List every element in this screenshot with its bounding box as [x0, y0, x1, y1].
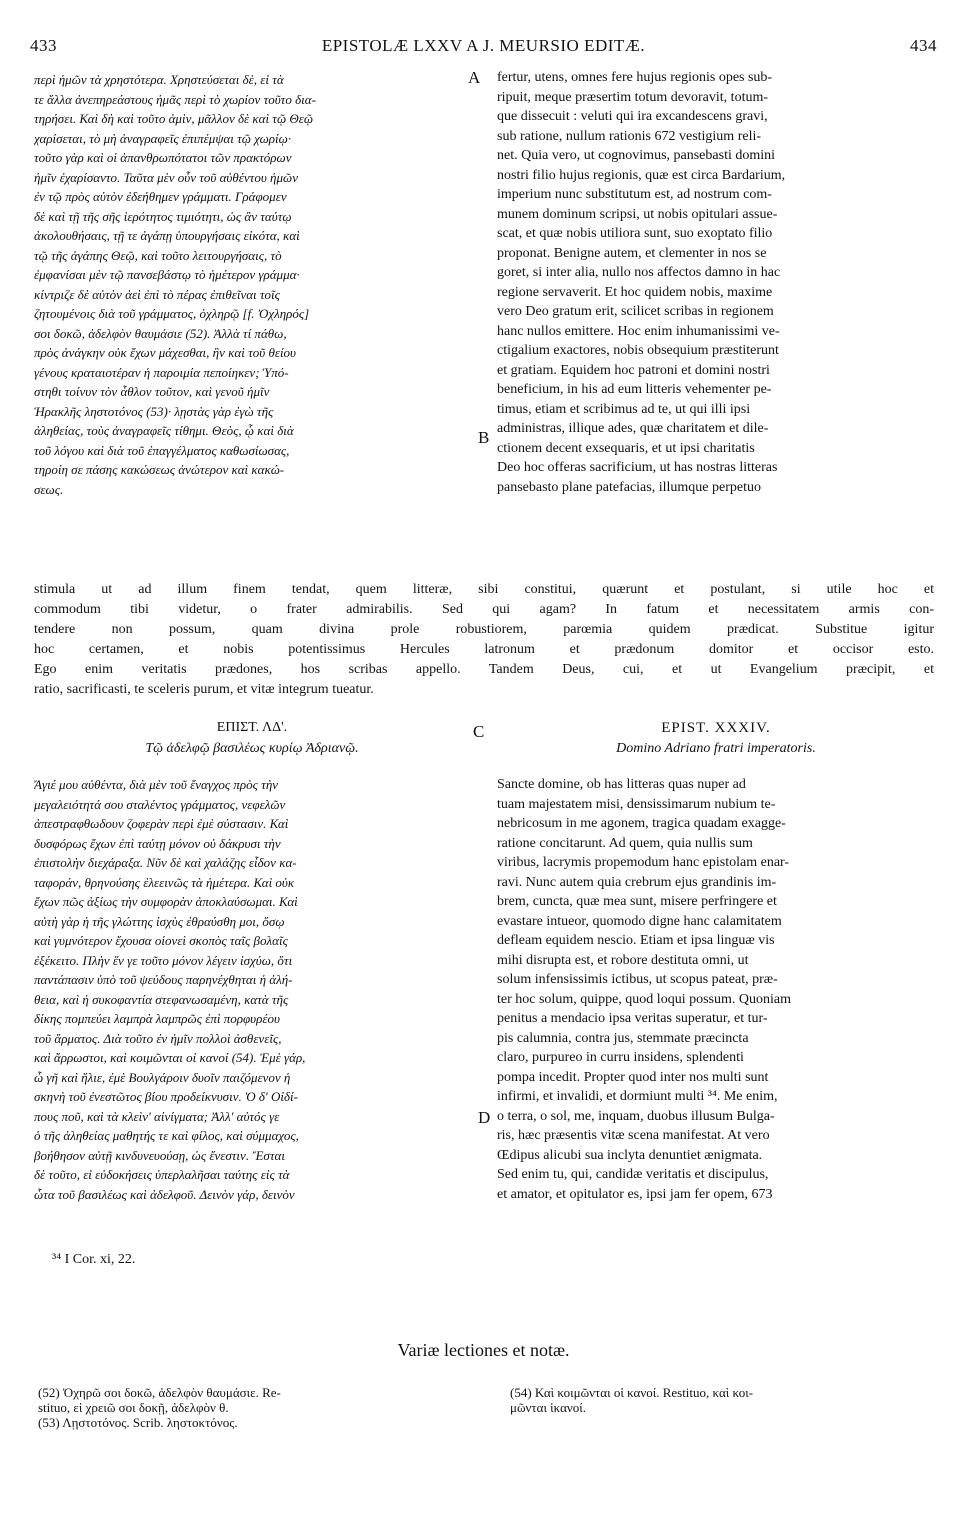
- latin-text-line: proponat. Benigne autem, et clementer in nos se: [497, 245, 767, 261]
- greek-text-line: τοῦτο γὰρ καὶ οἱ ἀπανθρωπότατοι τῶν πρακτόρων: [34, 150, 292, 165]
- greek-text-line: περὶ ἡμῶν τὰ χρηστότερα. Χρηστεύσεται δὲ, εἰ τὰ: [34, 72, 284, 87]
- greek-text-line: τε ἄλλα ἀνεπηρεάστους ἡμᾶς περὶ τὸ χωρίον τοῦτο δια-: [34, 91, 316, 107]
- latin-text-line: fertur, utens, omnes fere hujus regionis opes sub-: [497, 70, 773, 85]
- greek-text-line: ὦτα τοῦ βασιλέως καὶ ἀδελφοῦ. Δεινὸν γάρ, δεινὸν: [34, 1186, 295, 1202]
- greek-text-line: γένους κραταιοτέραν ἡ παροιμία πεποίηκεν; Ὑπό-: [34, 364, 289, 380]
- latin-text-line: pis calumnia, contra jus, stemmate præcincta: [497, 1030, 749, 1046]
- greek-column-bottom: [34, 775, 470, 1204]
- latin-text-line: sub ratione, nullum rationis 672 vestigium reli-: [497, 128, 762, 144]
- greek-text-line: ἐπιστολὴν διεχάραξα. Νῦν δὲ καὶ χαλάζης εἶδον κα-: [34, 855, 297, 870]
- latin-text-line: solum infensissimis ictibus, ut scopus pateat, præ-: [497, 972, 778, 987]
- latin-text-line: nebricosum in me agonem, tragica quadam exagge-: [497, 816, 786, 831]
- latin-text-line: penitus a mendacio ipsa veritas superatur, et tur-: [497, 1011, 768, 1026]
- greek-text-line: δίκης πομπεύει λαμπρὰ λαμπρῶς ἐπὶ πορφυρέου: [34, 1011, 280, 1026]
- latin-text-line: administras, illique ades, quæ charitatem et dile-: [497, 421, 769, 436]
- latin-text-line: infirmi, et invalidi, et dormiunt multi ³⁴. Me enim,: [497, 1089, 778, 1104]
- greek-text-line: ἐξέκειτο. Πλὴν ἕν γε τοῦτο μόνον λέγειν ἰσχύω, ὅτι: [34, 952, 293, 968]
- greek-epistle-title: ΕΠΙΣΤ. ΛΔ'.: [216, 720, 288, 735]
- note-line: (53) Λῃστοτόνος. Scrib. ληστοκτόνος.: [38, 1415, 238, 1430]
- full-width-text-line: stimula ut ad illum finem tendat, quem litteræ, sibi constitui, quærunt et postulant, si utile hoc et: [34, 582, 934, 597]
- greek-text-line: πους ποῦ, καὶ τὰ κλεὶν' αἰνίγματα; Ἀλλ' αὐτός γε: [34, 1108, 280, 1124]
- greek-text-line: ἀληθείας, τοὺς ἀναγραφεῖς τίθημι. Θεὸς, ᾧ καὶ διὰ: [34, 423, 294, 438]
- greek-text-line: τηροίη σε πάσης κακώσεως ἀνώτερον καὶ κακώ-: [34, 462, 285, 477]
- latin-text-line: ctionem decent exsequaris, et ut ipsi charitatis: [497, 440, 755, 456]
- margin-marker-c: C: [473, 722, 485, 741]
- latin-text-line: timus, etiam et scribimus ad te, ut qui illi ipsi: [497, 401, 751, 417]
- latin-text-line: net. Quia vero, ut cognovimus, pansebasti domini: [497, 148, 776, 163]
- greek-text-line: χαρίσεται, τὸ μὴ ἀναγραφεῖς ἐπιπέμψαι τῷ χωρίῳ·: [34, 130, 292, 146]
- greek-text-line: δυσφόρως ἔχων ἐπὶ ταύτῃ μόνον οὐ δάκρυσι τὴν: [34, 835, 281, 851]
- greek-text-line: καὶ γυμνότερον ἔχουσα οἱονεὶ σκοπὸς ταῖς βολαῖς: [34, 933, 288, 948]
- greek-text-line: ἀκολουθήσαις, τῇ τε ἀγάπῃ ὑπουργήσαις εἰκότα, καὶ: [34, 228, 300, 243]
- greek-text-line: τοῦ λόγου καὶ διὰ τοῦ ἐπαγγέλματος καθωσίωσας,: [34, 442, 290, 458]
- latin-text-line: evastare intueor, quomodo digne hanc calamitatem: [497, 913, 782, 929]
- greek-text-line: σεως.: [34, 481, 64, 497]
- greek-text-line: ἐν τῷ πρὸς αὐτὸν ἐδεήθημεν γράμματι. Γράφομεν: [34, 189, 287, 204]
- latin-text-line: tuam majestatem misi, densissimarum nubium te-: [497, 796, 776, 812]
- latin-column-bottom: [497, 775, 935, 1204]
- latin-text-line: vero Deo gratum erit, scilicet scribas in regionem: [497, 304, 774, 319]
- page-number-left: 433: [30, 36, 57, 55]
- greek-text-line: δὲ τοῦτο, εἰ εὐδοκήσεις ὑπερλαλῆσαι ταύτης εἰς τὰ: [34, 1167, 290, 1182]
- full-width-text-line: Ego enim veritatis prædones, hos scribas appello. Tandem Deus, cui, et ut Evangelium præcipit, et: [34, 662, 934, 677]
- full-width-latin-text: [34, 580, 934, 700]
- margin-marker-b: B: [478, 428, 490, 447]
- latin-text-line: pompa incedit. Propter quod inter nos multi sunt: [497, 1069, 769, 1085]
- latin-text-line: et amator, et opitulator es, ipsi jam fer opem, 673: [497, 1186, 773, 1202]
- greek-text-line: Ἡρακλῆς ληστοτόνος (53)· λῃστὰς γὰρ ἐγὼ τῆς: [34, 403, 274, 419]
- note-line: (54) Καὶ κοιμῶνται οἱ κανοί. Restituo, καὶ κοι-: [510, 1385, 754, 1400]
- latin-epistle-title: EPIST. XXXIV.: [661, 720, 771, 736]
- latin-text-line: viribus, lacrymis propemodum hanc epistolam enar-: [497, 855, 790, 870]
- latin-epistle-heading: [497, 720, 935, 757]
- greek-text-line: ἀπεστραφθωδουν ζοφερὰν περὶ ἐμὲ σύστασιν. Καὶ: [34, 816, 289, 831]
- latin-text-line: mihi disrupta est, et robore destituta omni, ut: [497, 952, 749, 968]
- latin-text-line: goret, si inter alia, nullo nos affectos damno in hac: [497, 265, 781, 280]
- latin-text-line: regione servaverit. Et hoc quidem nobis, maxime: [497, 284, 773, 300]
- greek-text-line: ἐμφανίσαι μὲν τῷ πανσεβάστῳ τὸ ἡμέτερον γράμμα·: [34, 267, 300, 282]
- running-title: EPISTOLÆ LXXV A J. MEURSIO EDITÆ.: [321, 36, 646, 55]
- greek-text-line: τηρήσει. Καὶ δὴ καὶ τοῦτο ἀμὶν, μᾶλλον δὲ καὶ τῷ Θεῷ: [34, 111, 314, 126]
- latin-text-line: brem, cuncta, quæ mea sunt, misere perfringere et: [497, 894, 777, 909]
- notes-title: Variæ lectiones et notæ.: [397, 1340, 570, 1360]
- latin-text-line: hanc nullos emittere. Hoc enim inhumanissimi ve-: [497, 323, 780, 339]
- latin-text-line: scat, et quæ nobis utiliora sunt, suo exoptato filio: [497, 226, 773, 241]
- full-width-text-line: tendere non possum, quam divina prole robustiorem, parœmia quidem prædicat. Substitue igitur: [34, 622, 934, 637]
- greek-text-line: κίντριζε δὲ αὐτὸν ἀεὶ ἐπὶ τὸ πέρας ἐπιθεῖναι τοῖς: [34, 286, 280, 302]
- greek-text-line: παντάπασιν ὑπὸ τοῦ ψεύδους παρηνέχθηται ἡ ἀλή-: [34, 972, 293, 987]
- latin-text-line: ctigalium exactores, nobis obsequium præstiterunt: [497, 343, 779, 358]
- latin-text-line: imperium nunc substitutum est, ad nostrum com-: [497, 187, 772, 202]
- greek-text-line: ὦ γῆ καὶ ἥλιε, ἐμὲ Βουλγάροιν δυοῖν παιζόμενον ἡ: [34, 1069, 291, 1085]
- notes-right-column: [510, 1385, 940, 1415]
- greek-text-line: θεια, καὶ ἡ συκοφαντία στεφανωσαμένη, κατὰ τῆς: [34, 991, 289, 1007]
- latin-text-line: o terra, o sol, me, inquam, duobus illusum Bulga-: [497, 1108, 775, 1124]
- latin-text-line: et gratiam. Equidem hoc patroni et domini nostri: [497, 362, 770, 378]
- latin-text-line: nostri filio hujus regionis, quæ est circa Bardarium,: [497, 167, 786, 183]
- greek-text-line: ζητουμένοις διὰ τοῦ γράμματος, ὀχληρῷ [f. Ὀχληρός]: [34, 306, 310, 321]
- greek-text-line: τῷ τῆς ἀγάπης Θεῷ, καὶ τοῦτο λειτουργήσαις, τὸ: [34, 247, 282, 263]
- greek-epistle-subtitle: Τῷ ἀδελφῷ βασιλέως κυρίῳ Ἀδριανῷ.: [145, 741, 359, 756]
- latin-text-line: ter hoc solum, quippe, quod loqui possum. Quoniam: [497, 991, 791, 1007]
- note-line: (52) Ὀχηρῶ σοι δοκῶ, ἀδελφὸν θαυμάσιε. Re-: [38, 1385, 281, 1400]
- margin-marker-d: D: [478, 1108, 491, 1127]
- latin-epistle-subtitle: Domino Adriano fratri imperatoris.: [616, 741, 816, 756]
- greek-text-line: τοῦ ἅρματος. Διὰ τοῦτο ἐν ἡμῖν πολλοὶ ἀσθενεῖς,: [34, 1030, 282, 1046]
- latin-text-line: Sancte domine, ob has litteras quas nuper ad: [497, 777, 746, 792]
- greek-text-line: καὶ ἄρρωστοι, καὶ κοιμῶνται οἱ κανοί (54). Ἐμὲ γάρ,: [34, 1050, 306, 1065]
- latin-text-line: ratione concitarunt. Ad quem, quia nullis sum: [497, 835, 753, 851]
- full-width-text-line: ratio, sacrificasti, te sceleris purum, et vitæ integrum tueatur.: [34, 682, 374, 697]
- greek-text-line: ἔχων πῶς ἀξίως τὴν συμφορὰν ἀποκλαύσωμαι. Καὶ: [34, 894, 298, 909]
- latin-text-line: defleam equidem nescio. Etiam et ipsa linguæ vis: [497, 933, 775, 948]
- latin-text-line: Deo hoc offeras sacrificium, ut has nostras litteras: [497, 460, 778, 475]
- full-width-text-line: hoc certamen, et nobis potentissimus Hercules latronum et prædonum domitor et occisor esto.: [34, 642, 934, 657]
- greek-text-line: σοι δοκῶ, ἀδελφὸν θαυμάσιε (52). Ἀλλὰ τί πάθω,: [34, 325, 287, 341]
- latin-text-line: beneficium, in his ad eum litteris vehementer pe-: [497, 382, 772, 397]
- greek-text-line: δὲ καὶ τῇ τῆς σῆς ἱερότητος τιμιότητι, ὡς ἂν ταύτῳ: [34, 208, 292, 224]
- running-header: [30, 36, 937, 60]
- greek-text-line: πρὸς ἀνάγκην οὐκ ἔχων μάχεσθαι, ἣν καὶ τοῦ θείου: [34, 345, 297, 360]
- latin-text-line: Œdipus alicubi sua inclyta denuntiet ænigmata.: [497, 1147, 763, 1163]
- note-line: μῶνται ἱκανοί.: [510, 1400, 587, 1415]
- latin-text-line: ris, hæc præsentis vitæ scena manifestat. At vero: [497, 1128, 770, 1143]
- page-number-right: 434: [910, 36, 937, 55]
- greek-column-top: [34, 70, 470, 499]
- greek-text-line: σκηνὴ τοῦ ἐνεστῶτος βίου προδείκνυσιν. Ὁ δ' Οἰδί-: [34, 1089, 298, 1104]
- note-line: stituo, εἰ χρειῶ σοι δοκῇ, ἀδελφὸν θ.: [38, 1400, 229, 1415]
- greek-text-line: βοήθησον αὐτῇ κινδυνευούσῃ, ὡς ἔνεστιν. Ἔσται: [34, 1147, 285, 1163]
- latin-column-top: [497, 68, 935, 497]
- latin-text-line: claro, purpureo in curru insidens, splendenti: [497, 1050, 744, 1065]
- greek-text-line: αὐτὴ γὰρ ἡ τῆς γλώττης ἰσχὺς ἐθραύσθη μοι, ὅσῳ: [34, 913, 285, 929]
- latin-text-line: munem dominum scripsi, ut nobis opitulari assue-: [497, 206, 778, 222]
- latin-text-line: ravi. Nunc autem quia crebrum ejus grandinis im-: [497, 874, 777, 890]
- full-width-text-line: commodum tibi videtur, o frater admirabilis. Sed qui agam? In fatum et necessitatem armis con-: [34, 602, 934, 617]
- latin-text-line: pansebasto plane patefacias, illumque perpetuo: [497, 479, 761, 495]
- footnote: ³⁴ I Cor. xi, 22.: [52, 1252, 136, 1267]
- margin-marker-a: A: [468, 68, 481, 87]
- notes-left-column: [38, 1385, 468, 1430]
- greek-epistle-heading: [34, 720, 470, 757]
- greek-text-line: μεγαλειότητά σου σταλέντος γράμματος, νεφελῶν: [34, 796, 286, 812]
- greek-text-line: στηθι τοίνυν τὸν ἆθλον τοῦτον, καὶ γενοῦ ἡμῖν: [34, 384, 270, 399]
- greek-text-line: ταφοράν, θρηνούσης ἐλεεινῶς τὰ ἡμέτερα. Καὶ οὐκ: [34, 874, 295, 890]
- greek-text-line: Ἅγιέ μου αὐθέντα, διὰ μὲν τοῦ ἔναγχος πρὸς τὴν: [34, 777, 279, 792]
- latin-text-line: Sed enim tu, qui, candidæ veritatis et discipulus,: [497, 1167, 769, 1182]
- greek-text-line: ἡμῖν ἐχαρίσαντο. Ταῦτα μὲν οὖν τοῦ αὐθέντου ἡμῶν: [34, 169, 298, 185]
- latin-text-line: que dissecuit : veluti qui ira excandescens gravi,: [497, 109, 768, 124]
- greek-text-line: ὁ τῆς ἀληθείας μαθητής τε καὶ φίλος, καὶ σύμμαχος,: [34, 1128, 299, 1143]
- latin-text-line: ripuit, meque præsertim totum devoravit, totum-: [497, 89, 769, 105]
